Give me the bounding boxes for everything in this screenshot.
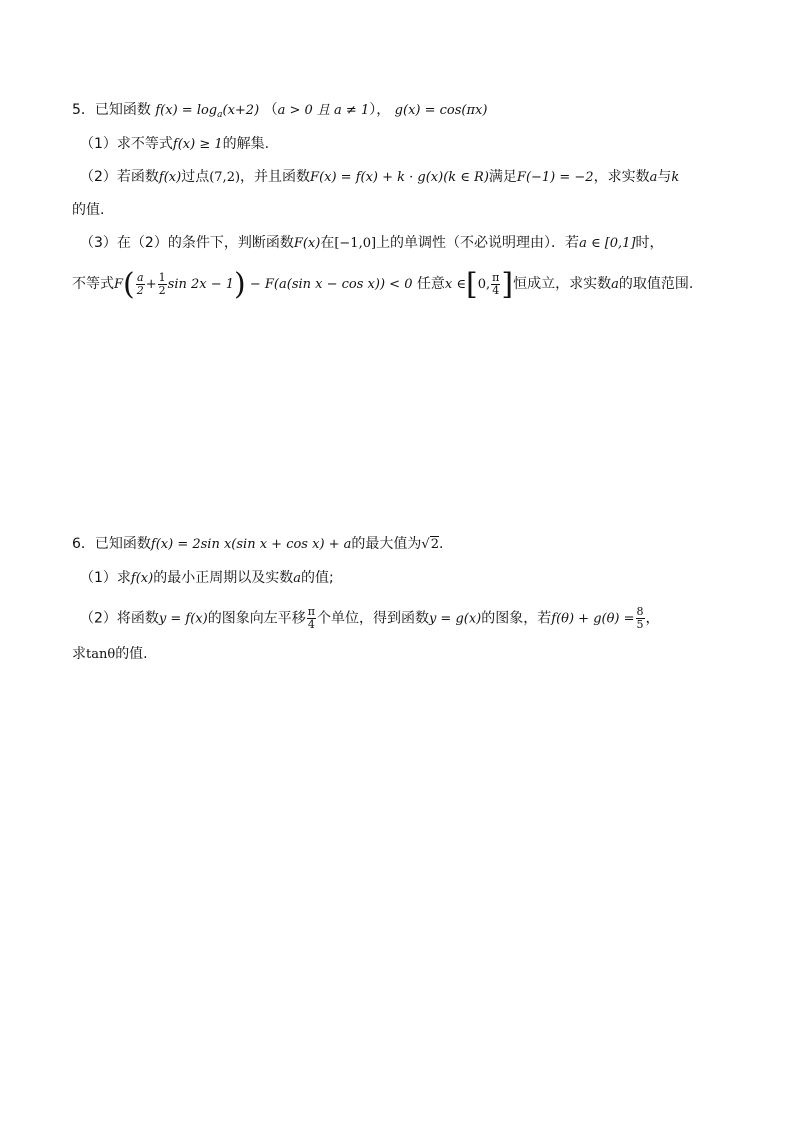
interval-expression: [−1,0] xyxy=(334,236,377,251)
Fx-expression: F(x) xyxy=(293,236,321,251)
part-text: 在 xyxy=(320,235,335,251)
problem-number: 6． xyxy=(72,536,95,552)
variable-k: k xyxy=(671,170,680,185)
part-text: 的最小正周期以及实数 xyxy=(153,570,294,586)
inequality-expression: f(x) ≥ 1 xyxy=(172,137,223,152)
part-text: 上的单调性（不必说明理由）．若 xyxy=(376,235,580,251)
F-definition: F(x) = f(x) + k · g(x)(k ∈ R) xyxy=(310,170,489,185)
fraction-numerator: 8 xyxy=(636,605,644,618)
sqrt-symbol: √ xyxy=(421,537,430,552)
part-text: 任意 xyxy=(416,276,445,292)
part-text: 求 xyxy=(72,646,86,662)
fraction-numerator: a xyxy=(136,270,144,284)
fraction-denominator: 2 xyxy=(158,283,166,297)
part-text: 的值; xyxy=(300,570,334,586)
y-fx-expression: y = f(x) xyxy=(158,611,208,627)
problem-5-part-2 xyxy=(80,167,679,188)
part-text: 的图象，若 xyxy=(481,610,552,627)
problem-5-statement xyxy=(72,100,487,125)
part-label: （3） xyxy=(80,235,117,251)
sin-expression: sin 2x − 1 xyxy=(167,277,235,292)
fx-expression: f(x) xyxy=(158,170,182,185)
function-f-definition: f(x) = 2sin x(sin x + cos x) + a xyxy=(150,537,352,552)
part-text: 求 xyxy=(116,570,131,586)
equation-expression: f(θ) + g(θ) = xyxy=(551,611,635,627)
problem-number: 5． xyxy=(72,102,95,118)
part-label: （1） xyxy=(80,570,117,586)
part-text: 的值. xyxy=(115,646,148,662)
part-text: 与 xyxy=(657,169,672,185)
part-text: ， xyxy=(645,610,660,627)
fraction-denominator: 4 xyxy=(307,618,315,631)
intro-text: 已知函数 xyxy=(94,536,151,552)
sqrt-value: 2 xyxy=(430,537,439,552)
F-symbol: F xyxy=(114,277,124,292)
part-text: 的解集. xyxy=(222,136,270,152)
problem-5-part-2-cont xyxy=(72,200,104,220)
part-text: 的取值范围. xyxy=(618,276,694,292)
part-text: ，求实数 xyxy=(593,169,650,185)
point-expression: (7,2) xyxy=(209,170,241,185)
part-text: 过点 xyxy=(181,169,210,185)
plus-sign: + xyxy=(145,277,157,292)
variable-a: a xyxy=(649,170,658,185)
fx-expression: f(x) xyxy=(130,571,154,586)
problem-6-part-2 xyxy=(80,606,660,631)
condition-close: ）， xyxy=(369,102,391,118)
problem-5-part-3 xyxy=(80,233,664,254)
inequality-rest: − F(a(sin x − cos x)) < 0 xyxy=(245,277,413,292)
fraction-numerator: π xyxy=(492,270,500,284)
a-range-expression: a ∈ [0,1] xyxy=(579,236,636,251)
problem-6-part-2-line-2 xyxy=(72,644,148,665)
fraction-a-over-2 xyxy=(136,272,145,297)
variable-a: a xyxy=(293,571,301,586)
fraction-1-over-2 xyxy=(158,272,167,297)
part-label: （2） xyxy=(80,610,117,627)
part-text: 的最大值为 xyxy=(351,536,422,552)
fraction-pi-over-4 xyxy=(491,272,500,297)
condition-text: a > 0 且 a ≠ 1 xyxy=(277,103,370,118)
problem-6-statement xyxy=(72,534,443,555)
problem-6-part-1 xyxy=(80,568,334,589)
part-text: 恒成立，求实数 xyxy=(513,276,612,292)
bracket-open: [ xyxy=(466,267,478,302)
fraction-numerator: 1 xyxy=(158,270,166,284)
variable-a: a xyxy=(611,277,619,292)
part-label: （1） xyxy=(80,136,117,152)
fraction-8-over-5 xyxy=(636,606,645,631)
part-text: 个单位，得到函数 xyxy=(316,610,429,627)
part-text: 满足 xyxy=(488,169,517,185)
interval-left: 0, xyxy=(477,277,491,292)
problem-5-part-1 xyxy=(80,134,269,155)
fraction-denominator: 2 xyxy=(136,283,144,297)
problem-5-part-3-line-2 xyxy=(72,267,694,302)
function-g-definition: g(x) = cos(πx) xyxy=(394,103,488,118)
log-argument: (x+2) xyxy=(222,103,260,118)
part-text: 时， xyxy=(635,235,664,251)
part-label: （2） xyxy=(80,169,117,185)
part-text: 求不等式 xyxy=(116,136,173,152)
F-value-condition: F(−1) = −2 xyxy=(516,170,594,185)
intro-text: 已知函数 xyxy=(94,102,151,118)
part-text: . xyxy=(439,536,444,552)
part-text: 在（2）的条件下，判断函数 xyxy=(116,235,294,251)
fraction-denominator: 5 xyxy=(636,618,644,631)
log-base: a xyxy=(217,110,223,120)
y-gx-expression: y = g(x) xyxy=(428,611,482,627)
fraction-numerator: π xyxy=(307,605,315,618)
tan-theta-expression: tanθ xyxy=(86,647,116,662)
part-text: 不等式 xyxy=(72,276,114,292)
part-text: 若函数 xyxy=(116,169,159,185)
bracket-close: ] xyxy=(501,267,514,302)
part-text: 的值. xyxy=(72,202,105,218)
part-text: 将函数 xyxy=(116,610,159,627)
paren-close: ) xyxy=(234,267,246,302)
part-text: ，并且函数 xyxy=(240,169,311,185)
condition-open: （ xyxy=(263,102,278,118)
part-text: 的图象向左平移 xyxy=(207,610,306,627)
x-membership: x ∈ xyxy=(444,277,467,292)
fraction-pi-over-4 xyxy=(307,606,316,631)
paren-open: ( xyxy=(123,267,135,302)
fraction-denominator: 4 xyxy=(492,283,500,297)
function-f-definition: f(x) = log xyxy=(155,103,218,118)
